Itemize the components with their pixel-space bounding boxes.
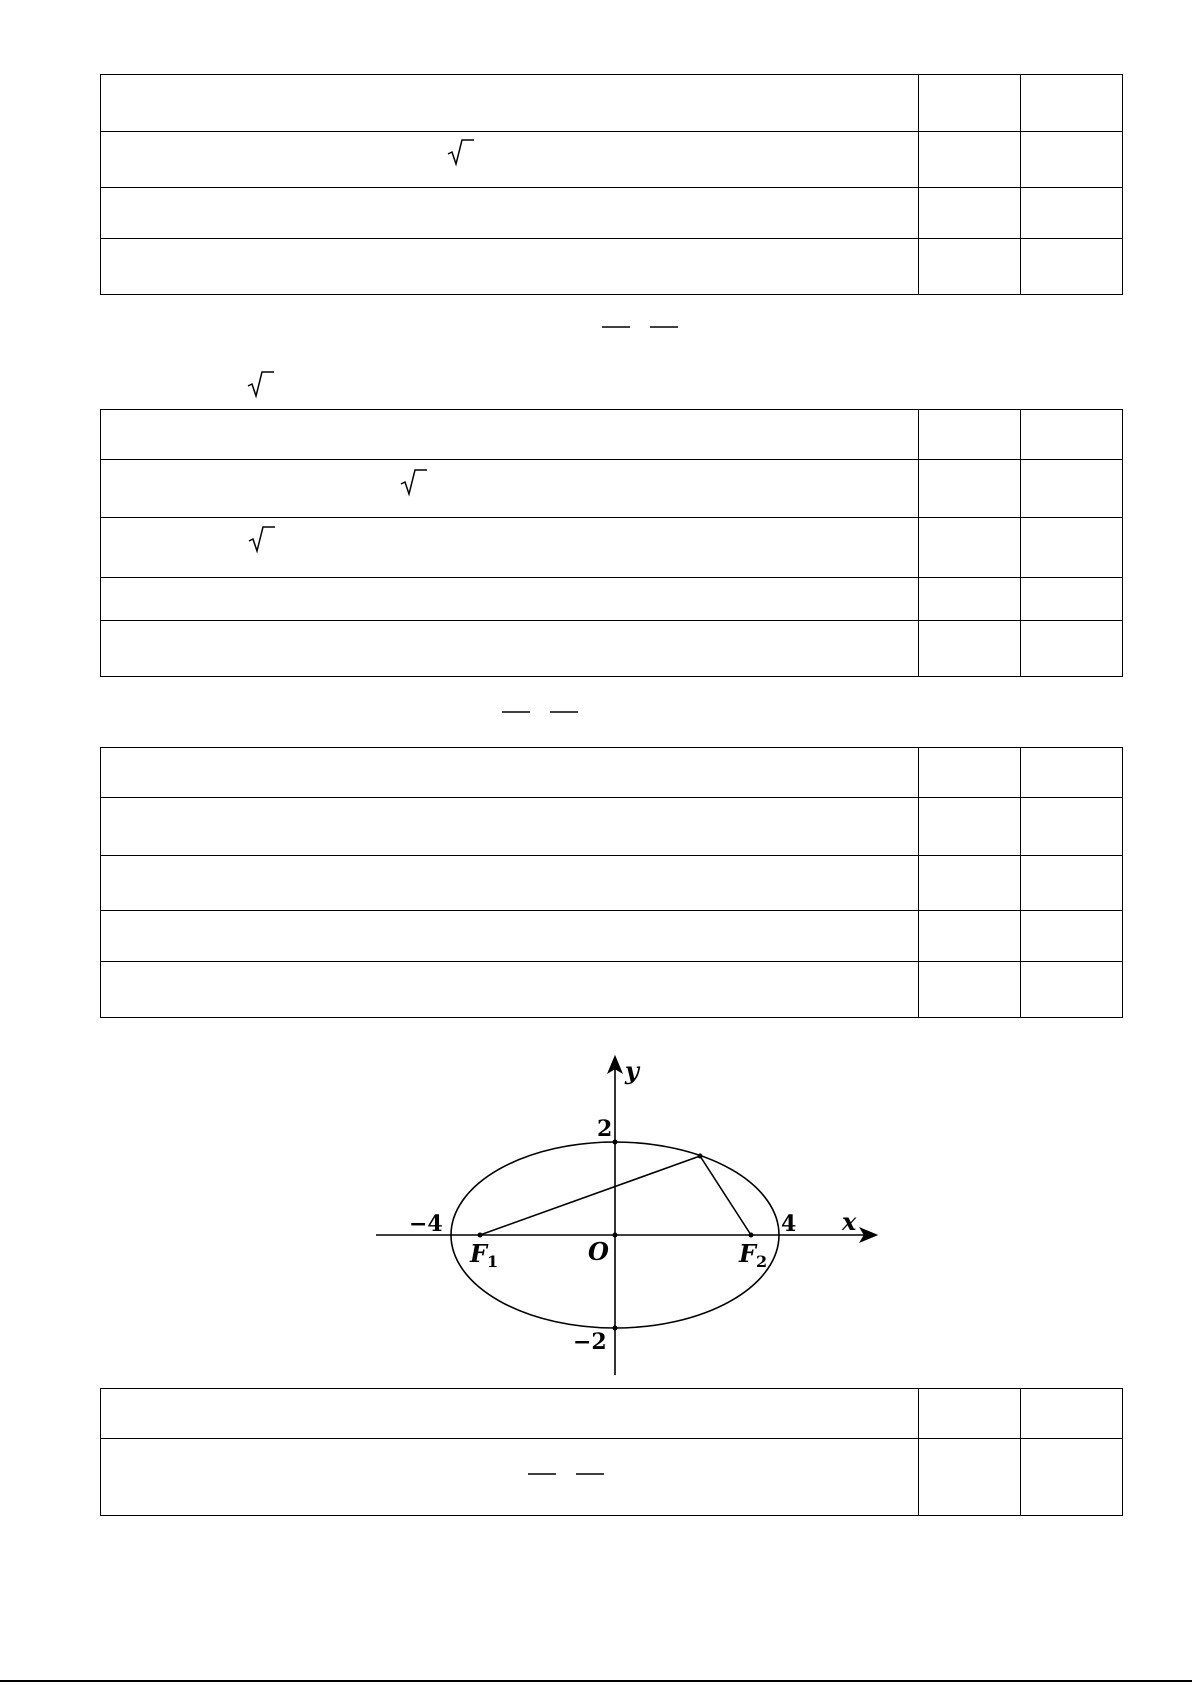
focus-left-point xyxy=(478,1233,483,1238)
origin-point xyxy=(613,1233,618,1238)
axis-y-label: y xyxy=(625,1056,639,1085)
table-row xyxy=(101,911,1123,962)
table-row xyxy=(101,1389,1123,1439)
ellipse-figure xyxy=(370,1055,890,1381)
table-row xyxy=(101,188,1123,239)
fraction-bars-2 xyxy=(500,707,580,717)
tick-label-pos-x: 4 xyxy=(781,1211,797,1237)
table-row xyxy=(101,75,1123,132)
focus-right-label: F2 xyxy=(739,1239,768,1271)
score-table-3 xyxy=(100,747,1123,1018)
sqrt-symbol xyxy=(246,368,276,400)
sqrt-symbol xyxy=(446,136,476,168)
table-row xyxy=(101,410,1123,460)
sqrt-symbol xyxy=(247,523,277,555)
focus-left-label: F1 xyxy=(470,1239,499,1271)
tick-label-neg-y: −2 xyxy=(573,1329,607,1355)
table-row xyxy=(101,1439,1123,1516)
axis-x-label: x xyxy=(842,1207,857,1236)
origin-label: O xyxy=(588,1237,609,1266)
table-row xyxy=(101,856,1123,911)
table-row xyxy=(101,748,1123,798)
point-p xyxy=(698,1154,703,1159)
table-row xyxy=(101,239,1123,295)
table-row xyxy=(101,962,1123,1018)
tick-label-neg-x: −4 xyxy=(409,1211,443,1237)
table-row xyxy=(101,460,1123,518)
score-table-4 xyxy=(100,1388,1123,1516)
y-intercept-bottom xyxy=(613,1326,618,1331)
score-table-1 xyxy=(100,74,1123,295)
focus-right-point xyxy=(749,1233,754,1238)
table-row xyxy=(101,132,1123,188)
sqrt-symbol xyxy=(399,466,429,498)
tick-label-pos-y: 2 xyxy=(597,1116,613,1142)
page-bottom-rule xyxy=(0,1680,1192,1682)
table-row xyxy=(101,798,1123,856)
y-intercept-top xyxy=(613,1140,618,1145)
table-row xyxy=(101,578,1123,621)
fraction-bars-3 xyxy=(526,1469,606,1479)
segment-pf1 xyxy=(480,1156,700,1235)
fraction-bars-1 xyxy=(600,322,680,332)
segment-pf2 xyxy=(700,1156,751,1235)
table-row xyxy=(101,621,1123,677)
